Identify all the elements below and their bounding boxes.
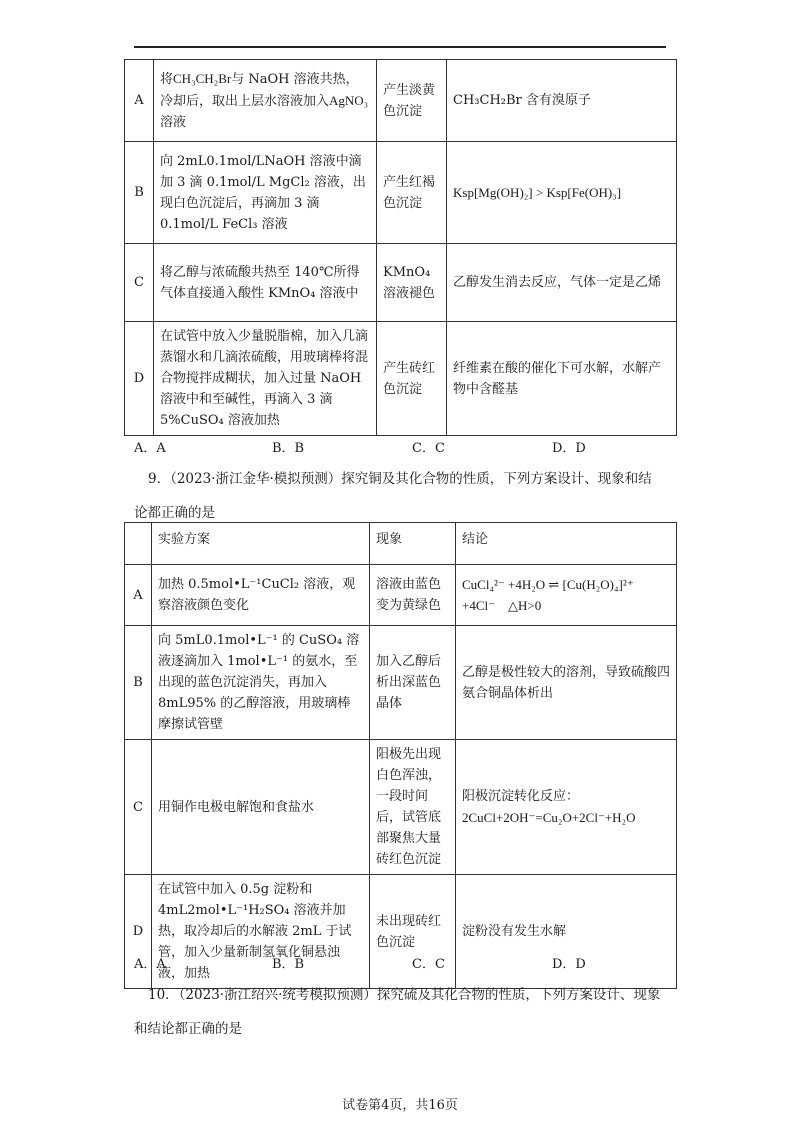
conclusion-cell: 淀粉没有发生水解 bbox=[456, 875, 677, 989]
question-number: 10． bbox=[148, 987, 179, 1003]
column-header: 结论 bbox=[456, 523, 677, 565]
phenomenon-cell: 未出现砖红色沉淀 bbox=[370, 875, 456, 989]
method-cell: 将CH₃CH₂Br与 NaOH 溶液共热，冷却后，取出上层水溶液加入AgNO₃溶液 bbox=[154, 60, 377, 142]
conclusion-cell: 乙醇是极性较大的溶剂，导致硫酸四氨合铜晶体析出 bbox=[456, 626, 677, 740]
question-10 bbox=[134, 978, 674, 1046]
question-source: （2023·浙江金华·模拟预测） bbox=[170, 471, 342, 487]
method-cell: 在试管中放入少量脱脂棉，加入几滴蒸馏水和几滴浓硫酸，用玻璃棒将混合物搅拌成糊状，加入过量 NaOH 溶液中和至碱性，再滴入 3 滴 5%CuSO₄ 溶液加热 bbox=[154, 322, 377, 436]
table-row bbox=[125, 244, 677, 322]
method-cell: 用铜作电极电解饱和食盐水 bbox=[152, 740, 370, 875]
question-9 bbox=[134, 462, 674, 530]
question-stem: 探究铜及其化合物的性质，下列方案设计、现象和结 bbox=[341, 471, 652, 487]
answer-options-2 bbox=[134, 953, 664, 971]
row-label: A bbox=[125, 565, 152, 626]
method-cell: 向 5mL0.1mol•L⁻¹ 的 CuSO₄ 溶液逐滴加入 1mol•L⁻¹ 的氨水，至出现的蓝色沉淀消失，再加入 8mL95% 的乙醇溶液，用玻璃棒摩擦试管壁 bbox=[152, 626, 370, 740]
row-label: C bbox=[125, 244, 154, 322]
table-row bbox=[125, 142, 677, 244]
experiment-table-1 bbox=[124, 59, 677, 436]
table-row bbox=[125, 626, 677, 740]
option-a[interactable]: A．A bbox=[134, 441, 166, 456]
conclusion-cell: Ksp[Mg(OH)₂] > Ksp[Fe(OH)₃] bbox=[447, 142, 677, 244]
phenomenon-cell: KMnO₄ 溶液褪色 bbox=[377, 244, 447, 322]
conclusion-cell: 乙醇发生消去反应，气体一定是乙烯 bbox=[447, 244, 677, 322]
row-label: A bbox=[125, 60, 154, 142]
option-d[interactable]: D．D bbox=[552, 957, 586, 972]
column-header: 实验方案 bbox=[152, 523, 370, 565]
question-number: 9． bbox=[148, 471, 171, 487]
table-row bbox=[125, 875, 677, 989]
phenomenon-cell: 产生红褐色沉淀 bbox=[377, 142, 447, 244]
method-cell: 向 2mL0.1mol/LNaOH 溶液中滴加 3 滴 0.1mol/L MgCl₂ 溶液，出现白色沉淀后，再滴加 3 滴 0.1mol/L FeCl₃ 溶液 bbox=[154, 142, 377, 244]
top-rule bbox=[134, 46, 666, 48]
table-header-row bbox=[125, 523, 677, 565]
phenomenon-cell: 加入乙醇后析出深蓝色晶体 bbox=[370, 626, 456, 740]
row-label: D bbox=[125, 875, 152, 989]
phenomenon-cell: 产生砖红色沉淀 bbox=[377, 322, 447, 436]
method-cell: 加热 0.5mol•L⁻¹CuCl₂ 溶液，观察溶液颜色变化 bbox=[152, 565, 370, 626]
row-label: B bbox=[125, 142, 154, 244]
option-b[interactable]: B．B bbox=[272, 441, 305, 456]
option-a[interactable]: A．A bbox=[134, 957, 166, 972]
conclusion-cell: 阳极沉淀转化反应： 2CuCl+2OH⁻=Cu₂O+2Cl⁻+H₂O bbox=[456, 740, 677, 875]
table-row bbox=[125, 60, 677, 142]
option-b[interactable]: B．B bbox=[272, 957, 305, 972]
row-label: D bbox=[125, 322, 154, 436]
question-stem: 探究硫及其化合物的性质，下列方案设计、现象 bbox=[376, 987, 661, 1003]
phenomenon-cell: 阳极先出现白色浑浊，一段时间后，试管底部聚焦大量砖红色沉淀 bbox=[370, 740, 456, 875]
table-row bbox=[125, 322, 677, 436]
method-cell: 在试管中加入 0.5g 淀粉和 4mL2mol•L⁻¹H₂SO₄ 溶液并加热，取冷却后的水解液 2mL 于试管，加入少量新制氢氧化铜悬浊液，加热 bbox=[152, 875, 370, 989]
row-label: C bbox=[125, 740, 152, 875]
experiment-table-2 bbox=[124, 522, 677, 989]
conclusion-cell: CH₃CH₂Br 含有溴原子 bbox=[447, 60, 677, 142]
row-label: B bbox=[125, 626, 152, 740]
option-c[interactable]: C．C bbox=[412, 957, 445, 972]
phenomenon-cell: 产生淡黄色沉淀 bbox=[377, 60, 447, 142]
option-d[interactable]: D．D bbox=[552, 441, 586, 456]
page-footer: 试卷第4页，共16页 bbox=[342, 1098, 458, 1113]
table-row bbox=[125, 565, 677, 626]
conclusion-cell: CuCl₄²⁻ +4H₂O ⇌ [Cu(H₂O)₄]²⁺ +4Cl⁻ △H>0 bbox=[456, 565, 677, 626]
question-stem-cont: 论都正确的是 bbox=[134, 505, 215, 521]
conclusion-cell: 纤维素在酸的催化下可水解，水解产物中含醛基 bbox=[447, 322, 677, 436]
answer-options-1 bbox=[134, 437, 664, 455]
phenomenon-cell: 溶液由蓝色变为黄绿色 bbox=[370, 565, 456, 626]
question-stem-cont: 和结论都正确的是 bbox=[134, 1021, 242, 1037]
question-source: （2023·浙江绍兴·统考模拟预测） bbox=[178, 987, 377, 1003]
column-header: 现象 bbox=[370, 523, 456, 565]
table-row bbox=[125, 740, 677, 875]
option-c[interactable]: C．C bbox=[412, 441, 445, 456]
method-cell: 将乙醇与浓硫酸共热至 140℃所得气体直接通入酸性 KMnO₄ 溶液中 bbox=[154, 244, 377, 322]
